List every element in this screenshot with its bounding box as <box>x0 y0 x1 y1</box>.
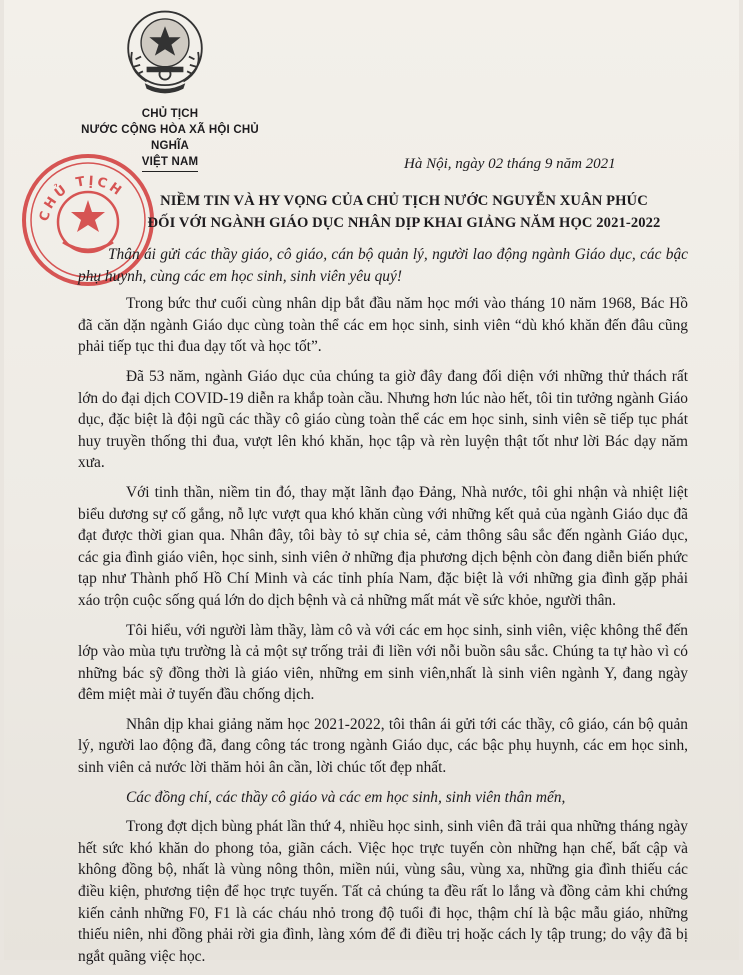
letter-body <box>78 244 688 975</box>
issuer-title: CHỦ TỊCH <box>141 108 199 120</box>
letter-title <box>104 190 704 234</box>
paragraph: Đã 53 năm, ngành Giáo dục của chúng ta giờ đây đang đối diện với những thử thách rất lớn do đại dịch COVID-19 diễn ra khắp toàn cầu. Nhưng hơn lúc nào hết, tôi tin tưởng ngành Giáo dục, đặc biệt là đội ngũ các thầy cô giáo cùng toàn thể các em học sinh, sinh viên sẽ tiếp tục phát huy truyền thống thi đua, vượt lên khó khăn, học tập và rèn luyện thật tốt như lời Bác dạy năm xưa. <box>78 367 688 472</box>
issuer-country-name: VIỆT NAM <box>142 154 199 172</box>
dateline: Hà Nội, ngày 02 tháng 9 năm 2021 <box>404 156 616 172</box>
title-line-1: NIỀM TIN VÀ HY VỌNG CỦA CHỦ TỊCH NƯỚC NGUYỄN XUÂN PHÚC <box>160 193 648 209</box>
seal-text: CHỦ TỊCH <box>36 173 127 223</box>
paragraph: Trong bức thư cuối cùng nhân dịp bắt đầu năm học mới vào tháng 10 năm 1968, Bác Hồ đã căn dặn ngành Giáo dục cùng toàn thể các em học sinh, sinh viên “dù khó khăn đến đâu cũng phải tiếp tục thi đua dạy tốt và học tốt”. <box>78 295 688 356</box>
greeting: Thân ái gửi các thầy giáo, cô giáo, cán bộ quản lý, người lao động ngành Giáo dục, các bậc phụ huynh, cùng các em học sinh, sinh viên yêu quý! <box>78 246 688 285</box>
national-emblem-icon <box>119 6 211 98</box>
letter-page <box>4 0 739 965</box>
paragraph: Với tinh thần, niềm tin đó, thay mặt lãnh đạo Đảng, Nhà nước, tôi ghi nhận và nhiệt liệt biểu dương sự cố gắng, nỗ lực vượt qua khó khăn cùng với những kết quả của ngành Giáo dục đã đạt được thời gian qua. Nhân đây, tôi bày tỏ sự chia sẻ, cảm thông sâu sắc đến ngành Giáo dục, các gia đình giáo viên, học sinh, sinh viên ở những địa phương dịch bệnh còn đang diễn biến phức tạp như Thành phố Hồ Chí Minh và các tỉnh phía Nam, đặc biệt là với những gia đình gặp phải xáo trộn cuộc sống quá lớn do dịch bệnh và cả những mất mát về sức khỏe, người thân. <box>78 483 688 609</box>
paragraph: Trong đợt dịch bùng phát lần thứ 4, nhiều học sinh, sinh viên đã trải qua những tháng ngày hết sức khó khăn do phong tỏa, giãn cách. Việc học trực tuyến còn những hạn chế, bất cập và không đồng bộ, nhất là vùng nông thôn, miền núi, vùng sâu, vùng xa, những gia đình thiếu các điều kiện, phương tiện để học trực tuyến. Tất cả chúng ta đều rất lo lắng và đồng cảm khi chứng kiến cảnh những F0, F1 là các cháu nhỏ trong độ tuổi đi học, thậm chí là bậc mẫu giáo, những thiếu niên, nhi đồng phải rời gia đình, làng xóm để đi điều trị hoặc cách ly tập trung; do vậy đã bị ngắt quãng việc học. <box>78 818 688 965</box>
paragraph: Tôi hiểu, với người làm thầy, làm cô và với các em học sinh, sinh viên, việc không thể đến lớp vào mùa tựu trường là cả một sự trống trải đi liền với nỗi buồn sâu sắc. Chúng ta tự hào vì có những bác sỹ đồng thời là giáo viên, những em sinh viên,nhất là sinh viên ngành Y, đang ngày đêm miệt mài ở tuyến đầu chống dịch. <box>78 621 688 704</box>
issuer-country: NƯỚC CỘNG HÒA XÃ HỘI CHỦ NGHĨA <box>81 124 259 152</box>
paragraph: Nhân dịp khai giảng năm học 2021-2022, tôi thân ái gửi tới các thầy, cô giáo, cán bộ quản lý, người lao động đã, đang công tác trong ngành Giáo dục, các bậc phụ huynh, các em học sinh, sinh viên cả nước lời thăm hỏi ân cần, lời chúc tốt đẹp nhất. <box>78 715 688 777</box>
title-line-2: ĐỐI VỚI NGÀNH GIÁO DỤC NHÂN DỊP KHAI GIẢNG NĂM HỌC 2021-2022 <box>147 215 661 231</box>
salutation: Các đồng chí, các thầy cô giáo và các em học sinh, sinh viên thân mến, <box>126 788 566 806</box>
